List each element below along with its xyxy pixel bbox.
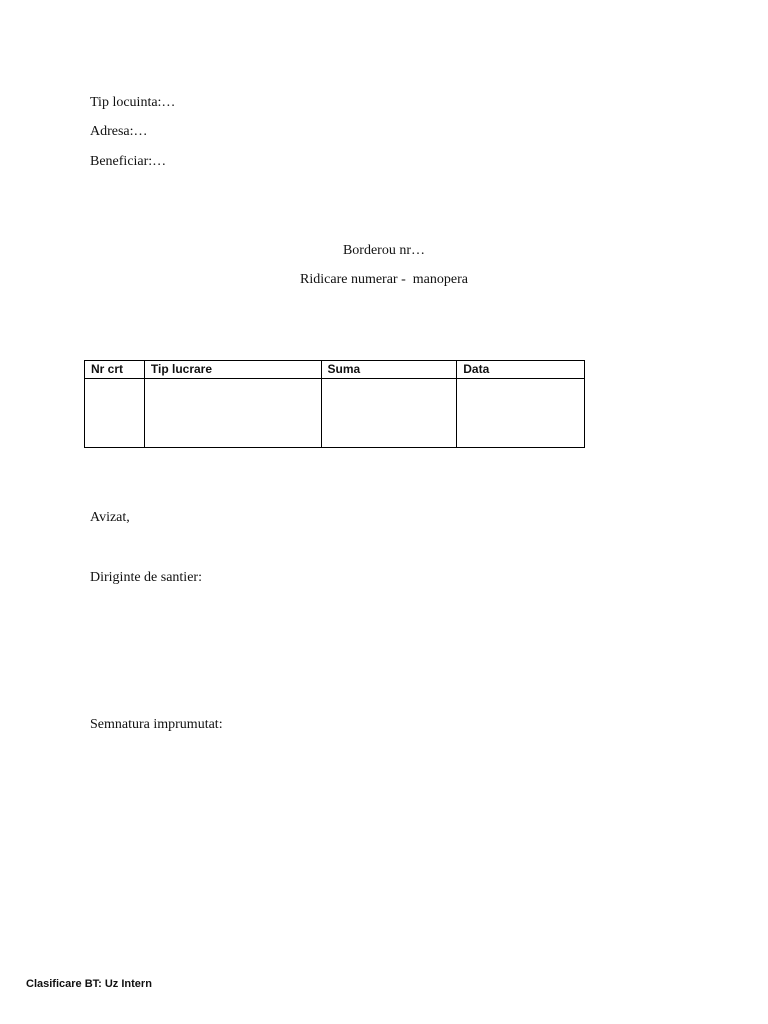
column-header-tip-lucrare: Tip lucrare (144, 361, 321, 379)
borderou-table (84, 360, 585, 448)
diriginte-label: Diriginte de santier: (90, 570, 202, 585)
column-header-data: Data (457, 361, 585, 379)
semnatura-label: Semnatura imprumutat: (90, 717, 223, 732)
cell-data[interactable] (457, 379, 585, 448)
tip-locuinta-line: Tip locuinta:… (90, 95, 176, 110)
column-header-nr-crt: Nr crt (85, 361, 145, 379)
cell-nr-crt[interactable] (85, 379, 145, 448)
column-header-suma: Suma (321, 361, 457, 379)
classification-footer: Clasificare BT: Uz Intern (26, 978, 152, 990)
avizat-label: Avizat, (90, 510, 130, 525)
table-header-row (85, 361, 585, 379)
borderou-title: Borderou nr… (342, 243, 426, 258)
borderou-subtitle: Ridicare numerar - manopera (300, 272, 468, 287)
adresa-line: Adresa:… (90, 124, 148, 139)
table-row (85, 379, 585, 448)
beneficiar-line: Beneficiar:… (90, 154, 167, 169)
cell-suma[interactable] (321, 379, 457, 448)
cell-tip-lucrare[interactable] (144, 379, 321, 448)
